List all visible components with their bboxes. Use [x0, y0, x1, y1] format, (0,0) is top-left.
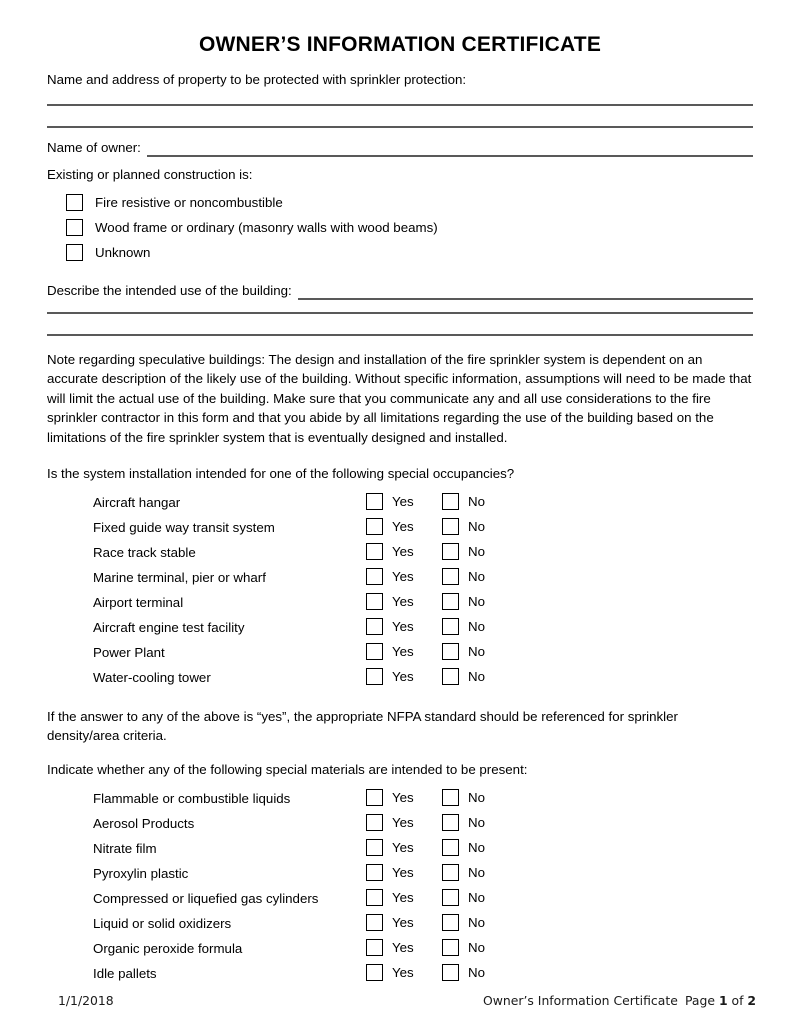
checkbox-icon[interactable] [442, 568, 459, 585]
intended-use-input[interactable] [298, 284, 753, 300]
material-yes-option[interactable] [366, 913, 414, 932]
list-item [47, 666, 753, 691]
no-label: No [468, 939, 485, 955]
construction-option-label: Wood frame or ordinary (masonry walls with wood beams) [95, 219, 438, 235]
yes-label: Yes [392, 839, 414, 855]
page-mid: of [727, 993, 748, 1008]
list-item [47, 862, 753, 887]
construction-prompt: Existing or planned construction is: [47, 166, 253, 182]
occupancy-no-option[interactable] [442, 517, 485, 536]
list-item [47, 937, 753, 962]
yes-label: Yes [392, 618, 414, 634]
yes-label: Yes [392, 814, 414, 830]
occupancy-no-option[interactable] [442, 492, 485, 511]
checkbox-icon[interactable] [366, 493, 383, 510]
checkbox-icon[interactable] [442, 789, 459, 806]
yes-label: Yes [392, 964, 414, 980]
checkbox-icon[interactable] [442, 914, 459, 931]
list-item [47, 812, 753, 837]
yes-label: Yes [392, 864, 414, 880]
owner-name-row [47, 138, 753, 157]
yes-label: Yes [392, 568, 414, 584]
occupancy-label: Power Plant [93, 644, 165, 660]
construction-option-unknown[interactable] [47, 240, 753, 265]
yes-label: Yes [392, 543, 414, 559]
nfpa-reference-note: If the answer to any of the above is “yes”, the appropriate NFPA standard should be referenced for sprinkler density/area criteria. [47, 708, 678, 744]
checkbox-icon[interactable] [366, 618, 383, 635]
yes-label: Yes [392, 643, 414, 659]
owner-name-input[interactable] [147, 141, 753, 157]
material-yes-option[interactable] [366, 813, 414, 832]
page-total: 2 [747, 993, 757, 1008]
checkbox-icon[interactable] [366, 543, 383, 560]
no-label: No [468, 889, 485, 905]
checkbox-icon[interactable] [442, 543, 459, 560]
yes-label: Yes [392, 914, 414, 930]
checkbox-icon[interactable] [442, 518, 459, 535]
material-label: Liquid or solid oxidizers [93, 915, 232, 931]
intended-use-label: Describe the intended use of the building: [47, 282, 292, 298]
no-label: No [468, 964, 485, 980]
material-no-option[interactable] [442, 838, 485, 857]
checkbox-icon[interactable] [442, 643, 459, 660]
yes-label: Yes [392, 593, 414, 609]
checkbox-icon[interactable] [442, 668, 459, 685]
occupancy-no-option[interactable] [442, 542, 485, 561]
list-item [47, 962, 753, 987]
material-yes-option[interactable] [366, 863, 414, 882]
material-no-option[interactable] [442, 813, 485, 832]
occupancy-yes-option[interactable] [366, 492, 414, 511]
list-item [47, 787, 753, 812]
checkbox-icon[interactable] [366, 789, 383, 806]
no-label: No [468, 814, 485, 830]
special-materials-prompt: Indicate whether any of the following special materials are intended to be present: [47, 761, 528, 777]
checkbox-icon[interactable] [442, 618, 459, 635]
list-item [47, 912, 753, 937]
special-occupancies-list [47, 491, 753, 691]
document-body [47, 0, 753, 987]
special-materials-list [47, 787, 753, 987]
occupancy-yes-option[interactable] [366, 617, 414, 636]
occupancy-no-option[interactable] [442, 592, 485, 611]
list-item [47, 516, 753, 541]
no-label: No [468, 493, 485, 509]
page-number-indicator [685, 993, 756, 1008]
material-label: Organic peroxide formula [93, 940, 243, 956]
no-label: No [468, 643, 485, 659]
checkbox-icon[interactable] [66, 194, 83, 211]
list-item [47, 591, 753, 616]
material-no-option[interactable] [442, 863, 485, 882]
list-item [47, 491, 753, 516]
occupancy-label: Aircraft hangar [93, 494, 181, 510]
construction-option-label: Unknown [95, 244, 151, 260]
list-item [47, 837, 753, 862]
intended-use-row [47, 281, 753, 300]
checkbox-icon[interactable] [366, 939, 383, 956]
no-label: No [468, 593, 485, 609]
material-label: Compressed or liquefied gas cylinders [93, 890, 319, 906]
occupancy-yes-option[interactable] [366, 542, 414, 561]
checkbox-icon[interactable] [442, 593, 459, 610]
checkbox-icon[interactable] [366, 518, 383, 535]
material-label: Idle pallets [93, 965, 157, 981]
occupancy-yes-option[interactable] [366, 667, 414, 686]
material-no-option[interactable] [442, 788, 485, 807]
checkbox-icon[interactable] [366, 839, 383, 856]
yes-label: Yes [392, 889, 414, 905]
checkbox-icon[interactable] [366, 593, 383, 610]
list-item [47, 887, 753, 912]
checkbox-icon[interactable] [366, 814, 383, 831]
checkbox-icon[interactable] [66, 244, 83, 261]
checkbox-icon[interactable] [66, 219, 83, 236]
no-label: No [468, 568, 485, 584]
material-yes-option[interactable] [366, 888, 414, 907]
property-address-prompt: Name and address of property to be protected with sprinkler protection: [47, 72, 467, 88]
no-label: No [468, 543, 485, 559]
occupancy-label: Marine terminal, pier or wharf [93, 569, 266, 585]
occupancy-no-option[interactable] [442, 567, 485, 586]
no-label: No [468, 618, 485, 634]
checkbox-icon[interactable] [366, 568, 383, 585]
page-current: 1 [718, 993, 728, 1008]
occupancy-no-option[interactable] [442, 617, 485, 636]
material-yes-option[interactable] [366, 788, 414, 807]
list-item [47, 616, 753, 641]
construction-option-wood-frame[interactable] [47, 215, 753, 240]
occupancy-label: Aircraft engine test facility [93, 619, 245, 635]
material-no-option[interactable] [442, 888, 485, 907]
checkbox-icon[interactable] [366, 914, 383, 931]
special-occupancies-prompt: Is the system installation intended for one of the following special occupancies? [47, 465, 515, 481]
material-yes-option[interactable] [366, 838, 414, 857]
footer-date: 1/1/2018 [58, 993, 114, 1008]
no-label: No [468, 518, 485, 534]
no-label: No [468, 914, 485, 930]
occupancy-label: Airport terminal [93, 594, 184, 610]
footer-title: Owner’s Information Certificate [483, 993, 678, 1008]
checkbox-icon[interactable] [366, 864, 383, 881]
no-label: No [468, 864, 485, 880]
occupancy-label: Water-cooling tower [93, 669, 211, 685]
yes-label: Yes [392, 939, 414, 955]
occupancy-label: Fixed guide way transit system [93, 519, 275, 535]
checkbox-icon[interactable] [366, 964, 383, 981]
checkbox-icon[interactable] [442, 493, 459, 510]
material-no-option[interactable] [442, 963, 485, 982]
material-label: Nitrate film [93, 840, 157, 856]
occupancy-yes-option[interactable] [366, 567, 414, 586]
material-label: Pyroxylin plastic [93, 865, 189, 881]
occupancy-label: Race track stable [93, 544, 196, 560]
checkbox-icon[interactable] [442, 839, 459, 856]
page-title: OWNER’S INFORMATION CERTIFICATE [198, 33, 602, 56]
list-item [47, 541, 753, 566]
page-footer [0, 993, 800, 1017]
material-yes-option[interactable] [366, 963, 414, 982]
checkbox-icon[interactable] [442, 964, 459, 981]
checkbox-icon[interactable] [442, 864, 459, 881]
material-no-option[interactable] [442, 938, 485, 957]
occupancy-yes-option[interactable] [366, 642, 414, 661]
occupancy-no-option[interactable] [442, 667, 485, 686]
owner-name-label: Name of owner: [47, 139, 141, 155]
material-no-option[interactable] [442, 913, 485, 932]
construction-option-fire-resistive[interactable] [47, 190, 753, 215]
list-item [47, 566, 753, 591]
checkbox-icon[interactable] [366, 889, 383, 906]
occupancy-no-option[interactable] [442, 642, 485, 661]
occupancy-yes-option[interactable] [366, 517, 414, 536]
yes-label: Yes [392, 668, 414, 684]
checkbox-icon[interactable] [366, 668, 383, 685]
yes-label: Yes [392, 518, 414, 534]
checkbox-icon[interactable] [366, 643, 383, 660]
yes-label: Yes [392, 493, 414, 509]
no-label: No [468, 789, 485, 805]
material-yes-option[interactable] [366, 938, 414, 957]
no-label: No [468, 668, 485, 684]
page-prefix: Page [685, 993, 719, 1008]
no-label: No [468, 839, 485, 855]
construction-option-label: Fire resistive or noncombustible [95, 194, 283, 210]
checkbox-icon[interactable] [442, 939, 459, 956]
occupancy-yes-option[interactable] [366, 592, 414, 611]
material-label: Aerosol Products [93, 815, 195, 831]
speculative-buildings-note: Note regarding speculative buildings: The design and installation of the fire sprinkler system is dependent on an accurate description of the likely use of the building. Without specific information, assumptions will need to be made that will limit the actual use of the building. Make sure that you communicate any and all use considerations to the fire sprinkler contractor in this form and that you abide by all limitations regarding the use of the building based on the limitations of the fire sprinkler system that is eventually designed and installed. [47, 351, 752, 446]
material-label: Flammable or combustible liquids [93, 790, 291, 806]
yes-label: Yes [392, 789, 414, 805]
checkbox-icon[interactable] [442, 889, 459, 906]
checkbox-icon[interactable] [442, 814, 459, 831]
list-item [47, 641, 753, 666]
